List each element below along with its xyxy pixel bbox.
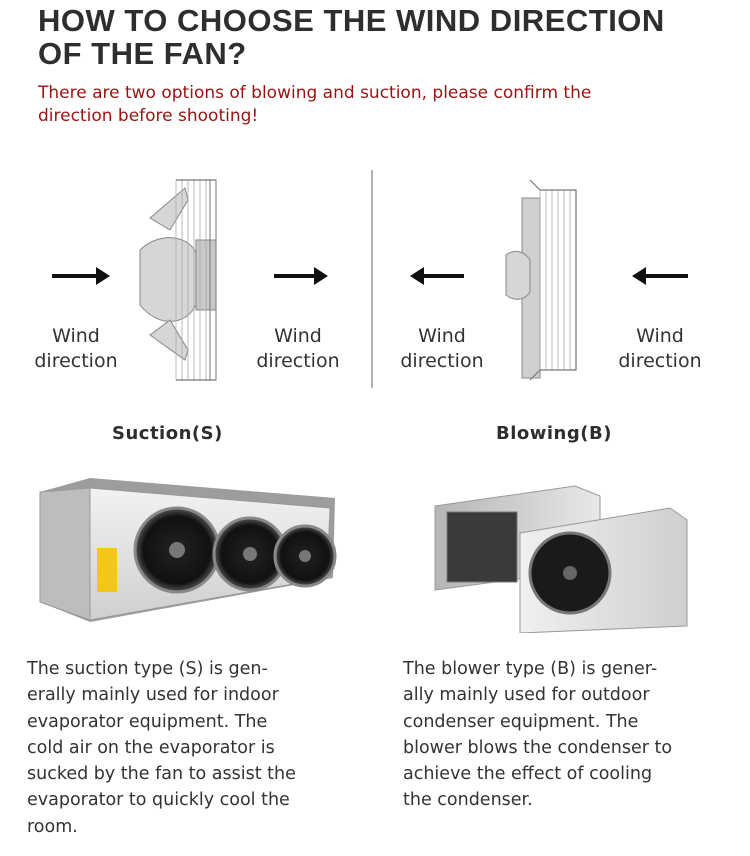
fan-icon [135,508,219,592]
blowing-description: The blower type (B) is gener- ally mainly used for outdoor condenser equipment. The blower blows the condenser to achieve the effect of cooling the condenser. [403,659,673,811]
blowing-right-arrow-icon [632,267,688,285]
fan-icon [530,533,610,613]
grille-icon [447,512,517,582]
warning-label-icon [97,548,117,592]
blowing-mode-label: Blowing(B) [496,423,612,444]
title-line-2: OF THE FAN? [38,36,247,71]
condenser-unit-image [425,478,695,633]
fan-icon [275,526,335,586]
page-title [38,4,728,70]
blowing-right-wind-label: Wind direction [618,325,702,372]
suction-fan-icon [140,180,216,380]
suction-right-arrow-icon [274,267,328,285]
suction-mode-label: Suction(S) [112,423,223,444]
subtitle-line-1: There are two options of blowing and suction, please confirm the [38,83,592,103]
subtitle [38,82,678,128]
suction-left-arrow-icon [52,267,110,285]
evaporator-unit-image [35,470,350,630]
blowing-left-arrow-icon [410,267,464,285]
suction-description: The suction type (S) is gen- erally mainly used for indoor evaporator equipment. The cold air on the evaporator is sucked by the fan to assist the evaporator to quickly cool the room. [27,659,296,837]
title-line-1: HOW TO CHOOSE THE WIND DIRECTION [38,3,665,38]
suction-left-wind-label: Wind direction [34,325,118,372]
suction-right-wind-label: Wind direction [256,325,340,372]
subtitle-line-2: direction before shooting! [38,106,259,126]
blowing-fan-icon [506,180,576,380]
blowing-left-wind-label: Wind direction [400,325,484,372]
